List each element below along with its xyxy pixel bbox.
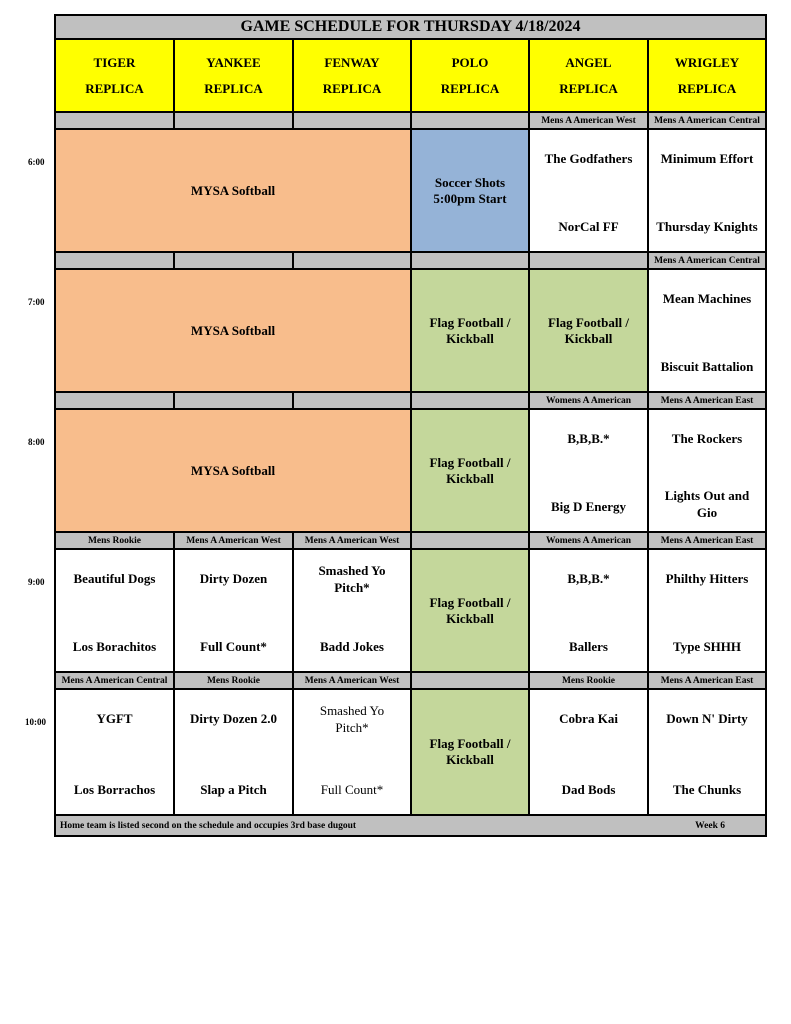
game-cell [649,690,765,816]
division-label: Mens A American West [175,533,294,550]
away-team: Dirty Dozen 2.0 [189,711,277,726]
division-label: Mens A American West [294,673,412,690]
field-header-tiger: TIGER REPLICA [56,40,175,113]
division-label: Mens A American East [649,533,765,550]
schedule-footer [56,816,765,835]
away-team: B,B,B.* [567,431,610,446]
soccer-shots-block: Soccer Shots 5:00pm Start [412,130,530,253]
week-label: Week 6 [695,820,725,831]
game-cell [530,410,649,533]
game-cell [649,410,765,533]
home-team: Big D Energy [550,499,627,514]
flag-football-block: Flag Football / Kickball [412,690,530,816]
schedule-title: GAME SCHEDULE FOR THURSDAY 4/18/2024 [56,16,765,40]
flag-football-block: Flag Football / Kickball [412,270,530,393]
division-label: Womens A American [530,533,649,550]
division-label: Mens A American East [649,673,765,690]
game-cell [56,690,175,816]
away-team: Smashed Yo Pitch* [318,563,386,595]
division-label [294,393,412,410]
time-label-6: 6:00 [28,157,45,167]
mysa-softball-block: MYSA Softball [56,130,412,253]
game-cell [649,130,765,253]
division-label [530,253,649,270]
away-team: Mean Machines [662,291,752,306]
division-label [56,113,175,130]
field-header-fenway: FENWAY REPLICA [294,40,412,113]
division-label: Mens A American Central [649,113,765,130]
game-cell [649,550,765,673]
home-team: Type SHHH [672,639,742,654]
division-label: Mens A American West [294,533,412,550]
time-label-7: 7:00 [28,297,45,307]
game-cell [530,690,649,816]
away-team: Smashed Yo Pitch* [319,703,385,735]
away-team: Minimum Effort [660,151,754,166]
away-team: Down N' Dirty [666,711,748,726]
time-label-8: 8:00 [28,437,45,447]
division-label: Mens A American East [649,393,765,410]
away-team: Cobra Kai [559,711,618,726]
division-label [294,253,412,270]
home-team: Biscuit Battalion [660,359,754,374]
flag-football-block: Flag Football / Kickball [412,410,530,533]
mysa-softball-block: MYSA Softball [56,270,412,393]
home-team: Dad Bods [561,782,616,797]
division-label [412,673,530,690]
away-team: The Rockers [671,431,743,446]
division-label [175,253,294,270]
division-label [412,253,530,270]
away-team: The Godfathers [544,151,633,166]
game-cell [175,550,294,673]
home-team: Lights Out and Gio [664,488,750,520]
division-label [412,393,530,410]
home-team: Badd Jokes [320,639,384,654]
division-label [175,393,294,410]
game-cell [175,690,294,816]
game-cell [649,270,765,393]
field-header-yankee: YANKEE REPLICA [175,40,294,113]
division-label [56,253,175,270]
division-label [294,113,412,130]
division-label: Mens A American Central [649,253,765,270]
home-team: The Chunks [672,782,742,797]
game-cell [294,690,412,816]
flag-football-block: Flag Football / Kickball [530,270,649,393]
division-label: Mens A American West [530,113,649,130]
home-team: Full Count* [320,782,384,797]
home-team: Los Borachitos [72,639,157,654]
division-label [412,113,530,130]
field-header-wrigley: WRIGLEY REPLICA [649,40,765,113]
away-team: Dirty Dozen [199,571,268,586]
division-label: Mens Rookie [530,673,649,690]
game-cell [530,130,649,253]
home-team: Los Borrachos [73,782,156,797]
home-team: NorCal FF [558,219,619,234]
footer-note: Home team is listed second on the schedule and occupies 3rd base dugout [60,820,357,831]
home-team: Thursday Knights [656,219,758,234]
division-label [412,533,530,550]
home-team: Ballers [569,639,608,654]
division-label: Mens A American Central [56,673,175,690]
home-team: Full Count* [200,639,267,654]
away-team: YGFT [96,711,133,726]
away-team: Philthy Hitters [665,571,749,586]
schedule-table [54,14,767,837]
field-header-polo: POLO REPLICA [412,40,530,113]
game-cell [294,550,412,673]
time-label-9: 9:00 [28,577,45,587]
away-team: Beautiful Dogs [73,571,156,586]
time-label-10: 10:00 [25,717,46,727]
game-cell [530,550,649,673]
division-label [56,393,175,410]
field-header-angel: ANGEL REPLICA [530,40,649,113]
division-label: Mens Rookie [56,533,175,550]
division-label: Mens Rookie [175,673,294,690]
game-cell [56,550,175,673]
flag-football-block: Flag Football / Kickball [412,550,530,673]
home-team: Slap a Pitch [200,782,267,797]
mysa-softball-block: MYSA Softball [56,410,412,533]
division-label [175,113,294,130]
division-label: Womens A American [530,393,649,410]
away-team: B,B,B.* [567,571,610,586]
